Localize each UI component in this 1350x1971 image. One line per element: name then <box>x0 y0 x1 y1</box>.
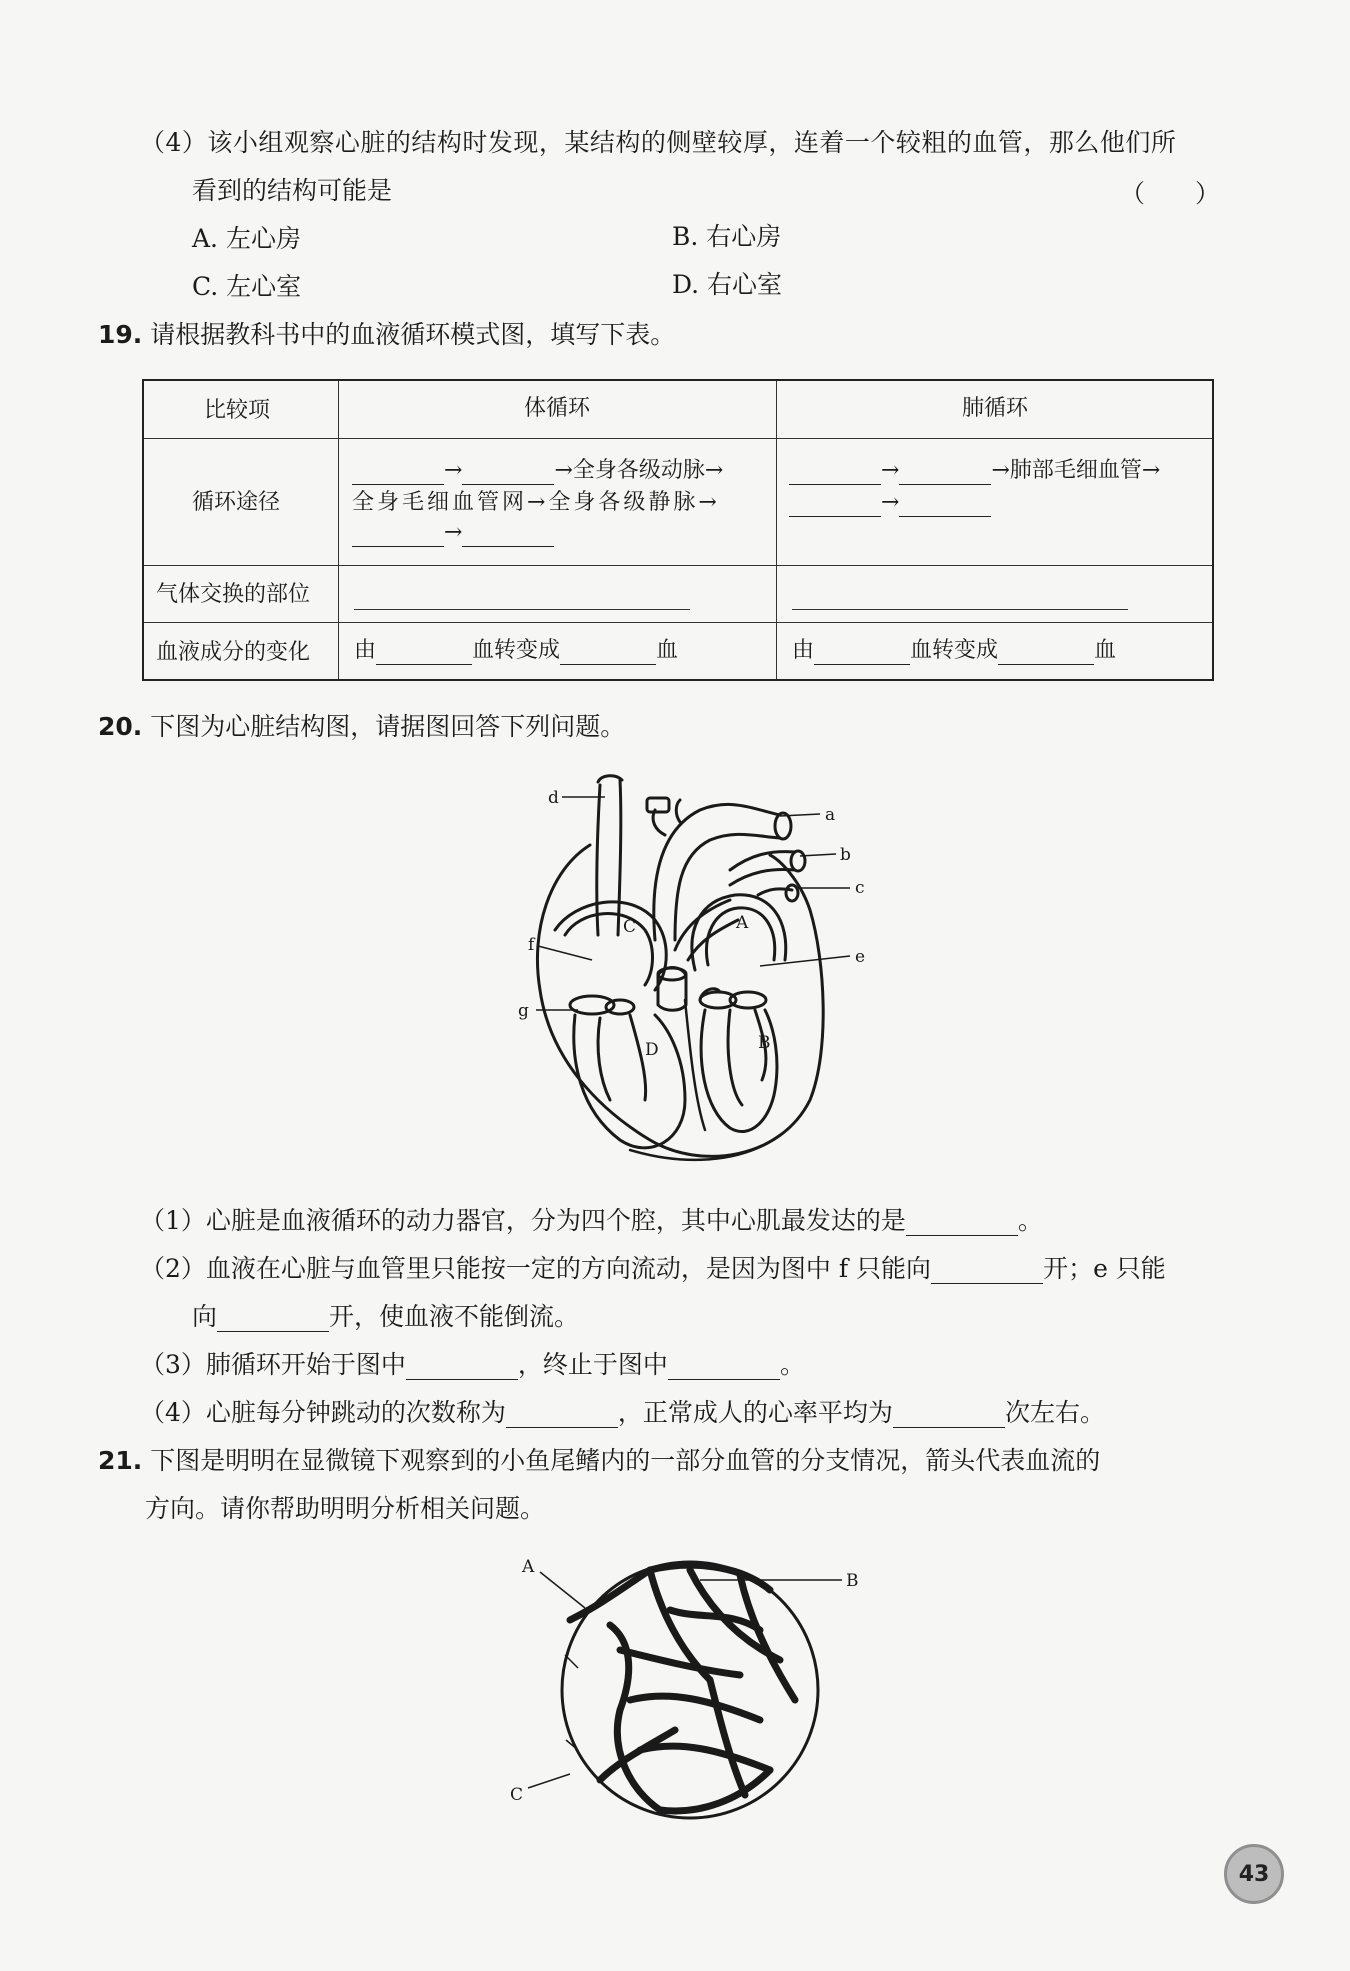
q21-line2: 方向。请你帮助明明分析相关问题。 <box>145 1494 546 1523</box>
blank[interactable] <box>462 464 554 485</box>
systemic-change: 由 血转变成 血 <box>354 638 679 663</box>
q18-4-line1: （4）该小组观察心脏的结构时发现，某结构的侧壁较厚，连着一个较粗的血管，那么他们所 <box>140 128 1177 157</box>
blank[interactable] <box>906 1211 1018 1236</box>
circulation-table <box>142 379 1214 681</box>
q20-number: 20. <box>98 712 143 741</box>
q19-heading <box>98 320 675 350</box>
label-e: e <box>855 947 866 967</box>
q20-sub1: （1）心脏是血液循环的动力器官，分为四个腔，其中心肌最发达的是 。 <box>140 1206 1043 1235</box>
blank[interactable] <box>217 1307 329 1332</box>
row-label-gas-exchange: 气体交换的部位 <box>156 582 311 607</box>
row-label-path: 循环途径 <box>192 490 281 515</box>
q20-text: 下图为心脏结构图，请据图回答下列问题。 <box>150 712 626 741</box>
systemic-path: → →全身各级动脉→ <box>352 457 723 485</box>
table-header-item: 比较项 <box>204 398 271 423</box>
label-d: d <box>548 788 559 808</box>
pulmonary-path-2: → <box>789 489 991 517</box>
q20-sub2: （2）血液在心脏与血管里只能按一定的方向流动，是因为图中 f 只能向 开；e 只能 <box>140 1254 1166 1283</box>
fish-tail-vessel-diagram <box>510 1550 880 1830</box>
q21-number: 21. <box>98 1446 143 1475</box>
q20-sub3: （3）肺循环开始于图中 ，终止于图中 。 <box>140 1350 805 1379</box>
vessel-label-B: B <box>846 1571 859 1591</box>
blank[interactable] <box>789 464 881 485</box>
blank[interactable] <box>406 1355 518 1380</box>
option-a: A. 左心房 <box>192 224 301 253</box>
vessel-label-C: C <box>510 1785 524 1805</box>
label-g: g <box>518 1001 529 1021</box>
blank[interactable] <box>462 526 554 547</box>
systemic-path-3: → <box>352 519 554 547</box>
blank[interactable] <box>899 464 991 485</box>
chamber-D: D <box>645 1040 659 1060</box>
blank[interactable] <box>899 496 991 517</box>
blank[interactable] <box>789 496 881 517</box>
option-d: D. 右心室 <box>672 270 783 299</box>
pulmonary-change: 由 血转变成 血 <box>792 638 1117 663</box>
label-b: b <box>840 845 851 865</box>
systemic-path-2: 全身毛细血管网→全身各级静脉→ <box>352 490 720 515</box>
chamber-A: A <box>736 913 749 933</box>
q20-sub4: （4）心脏每分钟跳动的次数称为 ，正常成人的心率平均为 次左右。 <box>140 1398 1105 1427</box>
blank[interactable] <box>352 526 444 547</box>
blank[interactable] <box>792 609 1128 610</box>
label-a: a <box>825 805 836 825</box>
q20-sub2-cont: 向 开，使血液不能倒流。 <box>192 1302 580 1331</box>
answer-paren: （ ） <box>1120 179 1221 208</box>
label-c: c <box>855 878 865 898</box>
blank[interactable] <box>931 1259 1043 1284</box>
blank[interactable] <box>814 644 910 665</box>
blank[interactable] <box>352 464 444 485</box>
row-label-blood-change: 血液成分的变化 <box>156 640 311 665</box>
blank[interactable] <box>354 609 690 610</box>
blank[interactable] <box>560 644 656 665</box>
pulmonary-path: → →肺部毛细血管→ <box>789 457 1160 485</box>
blank[interactable] <box>893 1403 1005 1428</box>
chamber-B: B <box>758 1033 771 1053</box>
blank[interactable] <box>506 1403 618 1428</box>
q20-heading <box>98 712 625 742</box>
label-f: f <box>528 935 535 955</box>
page-number-badge <box>1224 1844 1284 1904</box>
q19-text: 请根据教科书中的血液循环模式图，填写下表。 <box>150 320 676 349</box>
option-b: B. 右心房 <box>672 222 782 251</box>
q19-number: 19. <box>98 320 143 349</box>
q21-heading <box>98 1446 1100 1476</box>
page-number: 43 <box>1238 1861 1270 1887</box>
blank[interactable] <box>668 1355 780 1380</box>
q21-line1: 下图是明明在显微镜下观察到的小鱼尾鳍内的一部分血管的分支情况，箭头代表血流的 <box>150 1446 1101 1475</box>
vessel-label-A: A <box>522 1557 535 1577</box>
blank[interactable] <box>376 644 472 665</box>
option-c: C. 左心室 <box>192 272 302 301</box>
table-header-systemic: 体循环 <box>524 396 591 421</box>
blank[interactable] <box>998 644 1094 665</box>
table-header-pulmonary: 肺循环 <box>962 396 1029 421</box>
q18-4-line2: 看到的结构可能是 <box>192 176 393 205</box>
chamber-C: C <box>623 917 637 937</box>
heart-diagram <box>480 760 900 1170</box>
